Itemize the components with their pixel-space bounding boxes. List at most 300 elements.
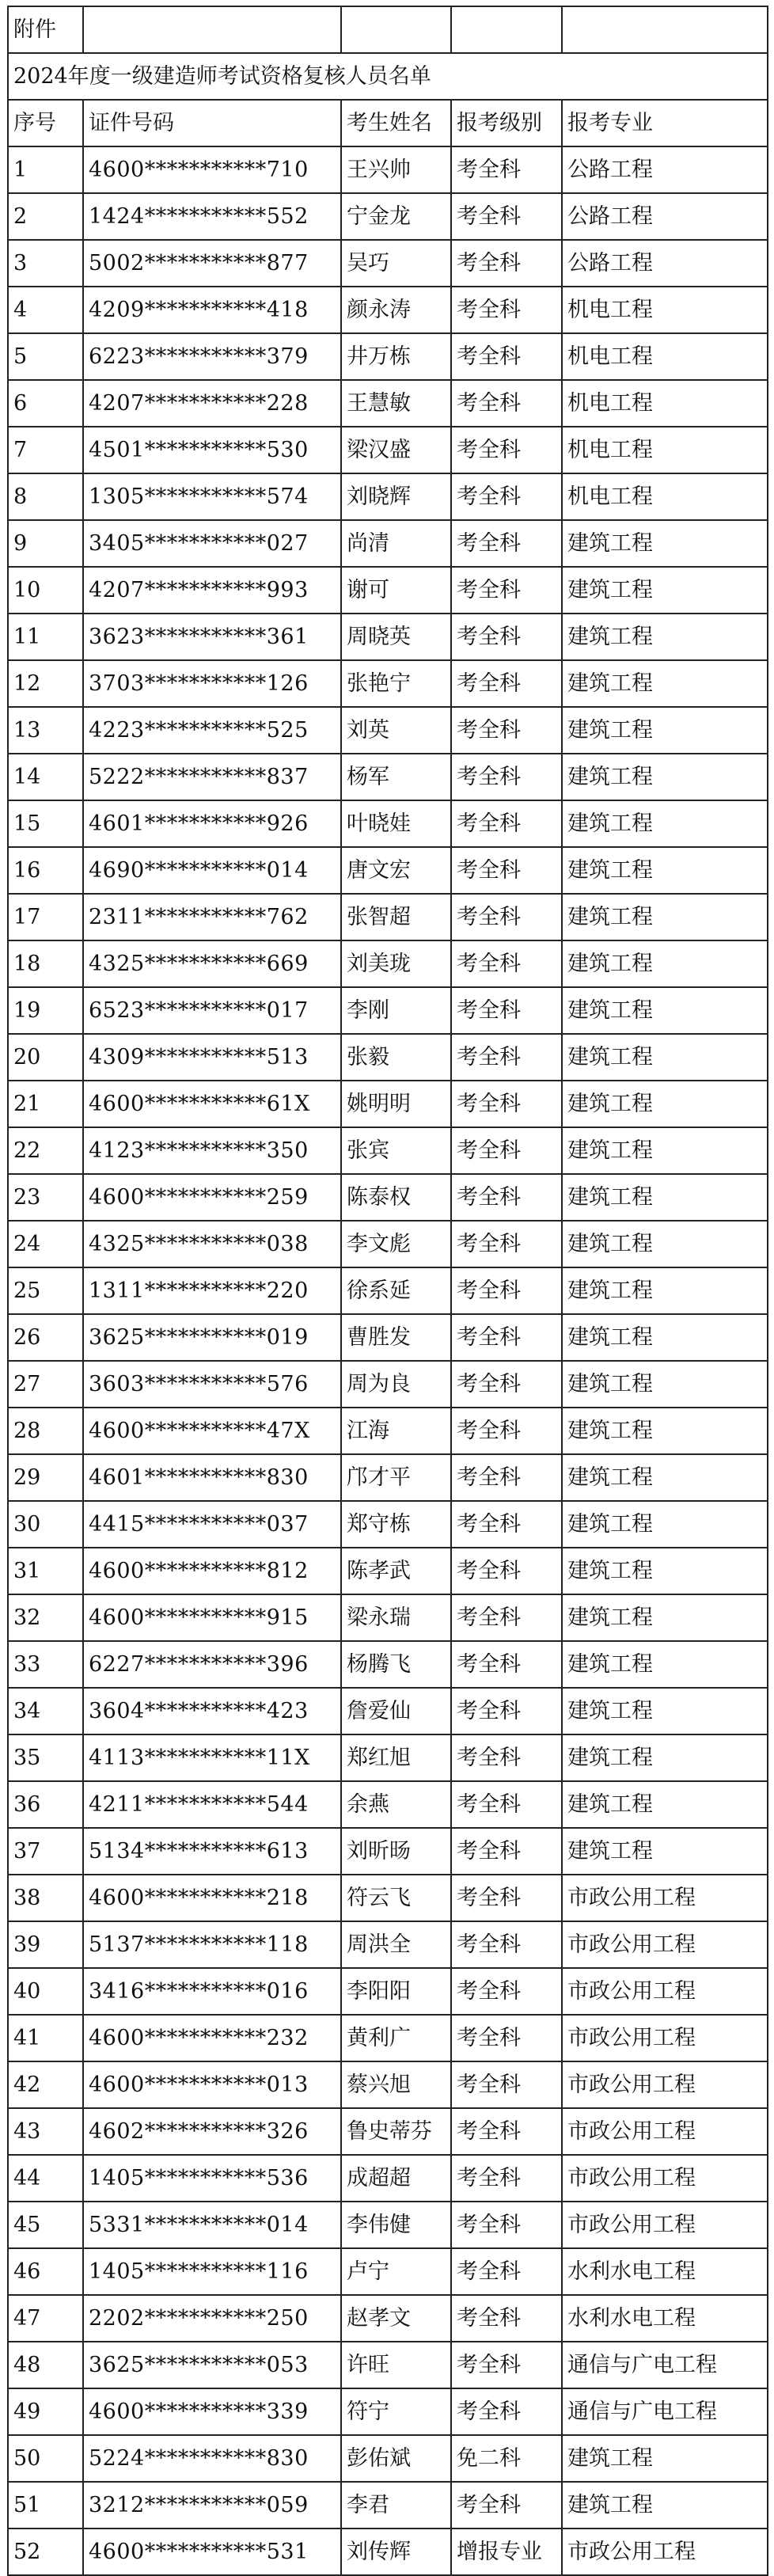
row-name: 姚明明 xyxy=(341,1081,451,1127)
roster-table xyxy=(7,6,768,2576)
table-row xyxy=(8,1734,768,1781)
row-id-number: 4690***********014 xyxy=(83,847,341,894)
row-specialty: 建筑工程 xyxy=(562,1267,768,1314)
row-specialty: 建筑工程 xyxy=(562,1548,768,1594)
row-id-number: 4223***********525 xyxy=(83,707,341,754)
row-specialty: 建筑工程 xyxy=(562,1314,768,1361)
table-row xyxy=(8,1081,768,1127)
row-id-number: 4209***********418 xyxy=(83,287,341,333)
table-row xyxy=(8,1875,768,1921)
row-id-number: 4207***********993 xyxy=(83,567,341,614)
row-level: 考全科 xyxy=(451,2202,562,2248)
table-row xyxy=(8,614,768,660)
row-index: 17 xyxy=(8,894,83,940)
row-name: 张宾 xyxy=(341,1127,451,1174)
table-row xyxy=(8,2435,768,2482)
table-row xyxy=(8,567,768,614)
row-level: 考全科 xyxy=(451,2295,562,2342)
row-name: 卢宁 xyxy=(341,2248,451,2295)
row-id-number: 4600***********232 xyxy=(83,2015,341,2061)
row-index: 38 xyxy=(8,1875,83,1921)
row-specialty: 通信与广电工程 xyxy=(562,2342,768,2388)
row-name: 许旺 xyxy=(341,2342,451,2388)
row-level: 考全科 xyxy=(451,2388,562,2435)
row-id-number: 4309***********513 xyxy=(83,1034,341,1081)
row-specialty: 市政公用工程 xyxy=(562,1921,768,1968)
row-name: 刘昕旸 xyxy=(341,1828,451,1875)
row-specialty: 建筑工程 xyxy=(562,754,768,800)
row-level: 考全科 xyxy=(451,2108,562,2155)
row-name: 尚清 xyxy=(341,520,451,567)
row-name: 谢可 xyxy=(341,567,451,614)
row-index: 30 xyxy=(8,1501,83,1548)
row-id-number: 4415***********037 xyxy=(83,1501,341,1548)
table-row xyxy=(8,2342,768,2388)
row-index: 18 xyxy=(8,940,83,987)
row-id-number: 2202***********250 xyxy=(83,2295,341,2342)
row-name: 宁金龙 xyxy=(341,193,451,240)
table-row xyxy=(8,1688,768,1734)
row-specialty: 建筑工程 xyxy=(562,1081,768,1127)
row-id-number: 4600***********531 xyxy=(83,2529,341,2575)
row-id-number: 1424***********552 xyxy=(83,193,341,240)
row-index: 46 xyxy=(8,2248,83,2295)
row-id-number: 6223***********379 xyxy=(83,333,341,380)
row-specialty: 建筑工程 xyxy=(562,1594,768,1641)
row-name: 余燕 xyxy=(341,1781,451,1828)
row-level: 考全科 xyxy=(451,1875,562,1921)
row-id-number: 4207***********228 xyxy=(83,380,341,427)
row-id-number: 4325***********038 xyxy=(83,1221,341,1267)
row-specialty: 建筑工程 xyxy=(562,1361,768,1408)
row-id-number: 3604***********423 xyxy=(83,1688,341,1734)
row-index: 35 xyxy=(8,1734,83,1781)
row-id-number: 4600***********710 xyxy=(83,146,341,193)
row-index: 47 xyxy=(8,2295,83,2342)
row-name: 李伟健 xyxy=(341,2202,451,2248)
row-specialty: 建筑工程 xyxy=(562,1781,768,1828)
row-name: 李君 xyxy=(341,2482,451,2529)
row-name: 王兴帅 xyxy=(341,146,451,193)
row-index: 10 xyxy=(8,567,83,614)
row-index: 2 xyxy=(8,193,83,240)
document-title: 2024年度一级建造师考试资格复核人员名单 xyxy=(8,53,768,100)
row-index: 40 xyxy=(8,1968,83,2015)
row-id-number: 4600***********61X xyxy=(83,1081,341,1127)
row-specialty: 建筑工程 xyxy=(562,894,768,940)
table-row xyxy=(8,1594,768,1641)
row-name: 张毅 xyxy=(341,1034,451,1081)
row-index: 43 xyxy=(8,2108,83,2155)
row-id-number: 4325***********669 xyxy=(83,940,341,987)
row-id-number: 4600***********915 xyxy=(83,1594,341,1641)
row-name: 梁永瑞 xyxy=(341,1594,451,1641)
row-level: 考全科 xyxy=(451,1081,562,1127)
row-index: 34 xyxy=(8,1688,83,1734)
row-level: 考全科 xyxy=(451,473,562,520)
row-specialty: 建筑工程 xyxy=(562,1174,768,1221)
table-row xyxy=(8,987,768,1034)
row-id-number: 1405***********536 xyxy=(83,2155,341,2202)
row-id-number: 2311***********762 xyxy=(83,894,341,940)
row-index: 37 xyxy=(8,1828,83,1875)
row-name: 杨军 xyxy=(341,754,451,800)
row-id-number: 4601***********926 xyxy=(83,800,341,847)
row-index: 29 xyxy=(8,1454,83,1501)
row-name: 鲁史蒂芬 xyxy=(341,2108,451,2155)
table-row xyxy=(8,894,768,940)
table-row xyxy=(8,193,768,240)
row-name: 赵孝文 xyxy=(341,2295,451,2342)
row-id-number: 4601***********830 xyxy=(83,1454,341,1501)
table-row xyxy=(8,2202,768,2248)
row-specialty: 建筑工程 xyxy=(562,1641,768,1688)
row-index: 41 xyxy=(8,2015,83,2061)
attachment-label: 附件 xyxy=(8,6,83,53)
row-name: 杨腾飞 xyxy=(341,1641,451,1688)
table-row xyxy=(8,660,768,707)
row-id-number: 5224***********830 xyxy=(83,2435,341,2482)
row-level: 考全科 xyxy=(451,2482,562,2529)
row-id-number: 1311***********220 xyxy=(83,1267,341,1314)
table-row xyxy=(8,2388,768,2435)
row-level: 考全科 xyxy=(451,1594,562,1641)
row-specialty: 建筑工程 xyxy=(562,1454,768,1501)
row-name: 符宁 xyxy=(341,2388,451,2435)
row-specialty: 水利水电工程 xyxy=(562,2295,768,2342)
header-name: 考生姓名 xyxy=(341,100,451,146)
row-id-number: 5137***********118 xyxy=(83,1921,341,1968)
row-level: 考全科 xyxy=(451,800,562,847)
row-specialty: 市政公用工程 xyxy=(562,2202,768,2248)
row-name: 徐系延 xyxy=(341,1267,451,1314)
row-id-number: 3703***********126 xyxy=(83,660,341,707)
row-index: 48 xyxy=(8,2342,83,2388)
row-level: 考全科 xyxy=(451,1501,562,1548)
row-name: 井万栋 xyxy=(341,333,451,380)
row-id-number: 3625***********019 xyxy=(83,1314,341,1361)
row-index: 32 xyxy=(8,1594,83,1641)
row-specialty: 市政公用工程 xyxy=(562,2061,768,2108)
header-level: 报考级别 xyxy=(451,100,562,146)
table-row xyxy=(8,333,768,380)
row-id-number: 4602***********326 xyxy=(83,2108,341,2155)
table-row xyxy=(8,1828,768,1875)
row-specialty: 建筑工程 xyxy=(562,800,768,847)
row-specialty: 水利水电工程 xyxy=(562,2248,768,2295)
row-index: 52 xyxy=(8,2529,83,2575)
row-level: 考全科 xyxy=(451,1921,562,1968)
row-level: 考全科 xyxy=(451,1408,562,1454)
row-specialty: 建筑工程 xyxy=(562,1127,768,1174)
row-index: 9 xyxy=(8,520,83,567)
empty-cell xyxy=(562,6,768,53)
row-specialty: 建筑工程 xyxy=(562,707,768,754)
row-id-number: 4600***********812 xyxy=(83,1548,341,1594)
row-specialty: 建筑工程 xyxy=(562,520,768,567)
row-id-number: 3405***********027 xyxy=(83,520,341,567)
row-level: 考全科 xyxy=(451,1267,562,1314)
row-specialty: 建筑工程 xyxy=(562,1408,768,1454)
header-specialty: 报考专业 xyxy=(562,100,768,146)
row-specialty: 市政公用工程 xyxy=(562,1968,768,2015)
row-specialty: 建筑工程 xyxy=(562,1734,768,1781)
row-index: 51 xyxy=(8,2482,83,2529)
row-name: 郑红旭 xyxy=(341,1734,451,1781)
row-level: 考全科 xyxy=(451,427,562,473)
row-index: 26 xyxy=(8,1314,83,1361)
row-index: 33 xyxy=(8,1641,83,1688)
header-id-number: 证件号码 xyxy=(83,100,341,146)
row-specialty: 市政公用工程 xyxy=(562,2015,768,2061)
row-name: 叶晓娃 xyxy=(341,800,451,847)
row-specialty: 机电工程 xyxy=(562,380,768,427)
row-name: 周晓英 xyxy=(341,614,451,660)
row-id-number: 3603***********576 xyxy=(83,1361,341,1408)
row-name: 唐文宏 xyxy=(341,847,451,894)
row-specialty: 公路工程 xyxy=(562,240,768,287)
row-specialty: 建筑工程 xyxy=(562,660,768,707)
row-id-number: 4600***********47X xyxy=(83,1408,341,1454)
table-row xyxy=(8,800,768,847)
table-row xyxy=(8,1267,768,1314)
table-row xyxy=(8,1174,768,1221)
row-index: 49 xyxy=(8,2388,83,2435)
row-name: 符云飞 xyxy=(341,1875,451,1921)
row-level: 免二科 xyxy=(451,2435,562,2482)
table-row xyxy=(8,1501,768,1548)
row-specialty: 建筑工程 xyxy=(562,614,768,660)
row-index: 8 xyxy=(8,473,83,520)
table-row xyxy=(8,2108,768,2155)
row-index: 3 xyxy=(8,240,83,287)
row-level: 考全科 xyxy=(451,894,562,940)
row-name: 陈孝武 xyxy=(341,1548,451,1594)
row-name: 刘美珑 xyxy=(341,940,451,987)
row-id-number: 3623***********361 xyxy=(83,614,341,660)
table-row xyxy=(8,847,768,894)
row-index: 14 xyxy=(8,754,83,800)
row-level: 考全科 xyxy=(451,287,562,333)
table-row xyxy=(8,1221,768,1267)
row-level: 考全科 xyxy=(451,1034,562,1081)
row-specialty: 机电工程 xyxy=(562,333,768,380)
row-specialty: 建筑工程 xyxy=(562,2482,768,2529)
row-level: 考全科 xyxy=(451,2061,562,2108)
row-level: 考全科 xyxy=(451,520,562,567)
row-index: 36 xyxy=(8,1781,83,1828)
table-row xyxy=(8,1314,768,1361)
row-level: 考全科 xyxy=(451,240,562,287)
table-row xyxy=(8,2248,768,2295)
row-id-number: 4211***********544 xyxy=(83,1781,341,1828)
row-index: 20 xyxy=(8,1034,83,1081)
row-specialty: 建筑工程 xyxy=(562,1688,768,1734)
row-level: 考全科 xyxy=(451,1828,562,1875)
row-index: 24 xyxy=(8,1221,83,1267)
row-level: 考全科 xyxy=(451,754,562,800)
row-specialty: 建筑工程 xyxy=(562,1034,768,1081)
row-level: 考全科 xyxy=(451,1127,562,1174)
row-index: 23 xyxy=(8,1174,83,1221)
row-name: 詹爱仙 xyxy=(341,1688,451,1734)
table-row xyxy=(8,707,768,754)
row-id-number: 3416***********016 xyxy=(83,1968,341,2015)
row-index: 44 xyxy=(8,2155,83,2202)
table-row xyxy=(8,146,768,193)
row-index: 31 xyxy=(8,1548,83,1594)
row-level: 考全科 xyxy=(451,1688,562,1734)
table-row xyxy=(8,2295,768,2342)
row-index: 27 xyxy=(8,1361,83,1408)
row-specialty: 公路工程 xyxy=(562,193,768,240)
row-id-number: 6227***********396 xyxy=(83,1641,341,1688)
row-specialty: 市政公用工程 xyxy=(562,2155,768,2202)
row-name: 周为良 xyxy=(341,1361,451,1408)
row-specialty: 公路工程 xyxy=(562,146,768,193)
row-id-number: 3212***********059 xyxy=(83,2482,341,2529)
row-name: 刘晓辉 xyxy=(341,473,451,520)
row-level: 考全科 xyxy=(451,2342,562,2388)
row-level: 考全科 xyxy=(451,1734,562,1781)
row-name: 江海 xyxy=(341,1408,451,1454)
table-row xyxy=(8,1361,768,1408)
row-name: 蔡兴旭 xyxy=(341,2061,451,2108)
row-level: 考全科 xyxy=(451,1968,562,2015)
row-id-number: 4600***********013 xyxy=(83,2061,341,2108)
table-row xyxy=(8,2061,768,2108)
table-row xyxy=(8,2482,768,2529)
row-id-number: 4600***********339 xyxy=(83,2388,341,2435)
empty-cell xyxy=(451,6,562,53)
row-id-number: 1405***********116 xyxy=(83,2248,341,2295)
row-id-number: 3625***********053 xyxy=(83,2342,341,2388)
row-id-number: 4600***********218 xyxy=(83,1875,341,1921)
table-row xyxy=(8,2155,768,2202)
row-name: 颜永涛 xyxy=(341,287,451,333)
row-name: 刘传辉 xyxy=(341,2529,451,2575)
table-row xyxy=(8,520,768,567)
table-row xyxy=(8,1968,768,2015)
table-row xyxy=(8,287,768,333)
table-row xyxy=(8,1034,768,1081)
row-id-number: 5222***********837 xyxy=(83,754,341,800)
row-specialty: 建筑工程 xyxy=(562,847,768,894)
row-specialty: 市政公用工程 xyxy=(562,2108,768,2155)
title-row xyxy=(8,53,768,100)
row-name: 梁汉盛 xyxy=(341,427,451,473)
row-level: 考全科 xyxy=(451,567,562,614)
table-row xyxy=(8,940,768,987)
row-level: 考全科 xyxy=(451,193,562,240)
row-level: 考全科 xyxy=(451,1548,562,1594)
row-index: 15 xyxy=(8,800,83,847)
row-id-number: 4600***********259 xyxy=(83,1174,341,1221)
row-index: 4 xyxy=(8,287,83,333)
row-level: 考全科 xyxy=(451,940,562,987)
table-row xyxy=(8,240,768,287)
table-row xyxy=(8,2529,768,2575)
row-index: 50 xyxy=(8,2435,83,2482)
row-name: 刘英 xyxy=(341,707,451,754)
row-specialty: 市政公用工程 xyxy=(562,1875,768,1921)
row-name: 彭佑斌 xyxy=(341,2435,451,2482)
row-index: 22 xyxy=(8,1127,83,1174)
table-row xyxy=(8,2015,768,2061)
row-name: 邝才平 xyxy=(341,1454,451,1501)
row-level: 考全科 xyxy=(451,847,562,894)
empty-cell xyxy=(83,6,341,53)
row-specialty: 建筑工程 xyxy=(562,987,768,1034)
table-row xyxy=(8,754,768,800)
row-id-number: 4501***********530 xyxy=(83,427,341,473)
row-name: 周洪全 xyxy=(341,1921,451,1968)
row-index: 7 xyxy=(8,427,83,473)
row-index: 25 xyxy=(8,1267,83,1314)
row-id-number: 5331***********014 xyxy=(83,2202,341,2248)
row-level: 考全科 xyxy=(451,1781,562,1828)
row-specialty: 建筑工程 xyxy=(562,1221,768,1267)
row-level: 考全科 xyxy=(451,1361,562,1408)
row-level: 增报专业 xyxy=(451,2529,562,2575)
row-index: 39 xyxy=(8,1921,83,1968)
row-index: 19 xyxy=(8,987,83,1034)
row-index: 28 xyxy=(8,1408,83,1454)
row-specialty: 机电工程 xyxy=(562,427,768,473)
row-index: 16 xyxy=(8,847,83,894)
row-index: 12 xyxy=(8,660,83,707)
row-level: 考全科 xyxy=(451,660,562,707)
row-specialty: 机电工程 xyxy=(562,287,768,333)
row-specialty: 建筑工程 xyxy=(562,940,768,987)
row-level: 考全科 xyxy=(451,1641,562,1688)
row-name: 王慧敏 xyxy=(341,380,451,427)
row-index: 5 xyxy=(8,333,83,380)
row-id-number: 6523***********017 xyxy=(83,987,341,1034)
table-row xyxy=(8,1454,768,1501)
row-name: 曹胜发 xyxy=(341,1314,451,1361)
row-level: 考全科 xyxy=(451,380,562,427)
row-id-number: 4123***********350 xyxy=(83,1127,341,1174)
row-level: 考全科 xyxy=(451,2155,562,2202)
row-specialty: 通信与广电工程 xyxy=(562,2388,768,2435)
row-name: 李阳阳 xyxy=(341,1968,451,2015)
header-index: 序号 xyxy=(8,100,83,146)
empty-cell xyxy=(341,6,451,53)
row-id-number: 5002***********877 xyxy=(83,240,341,287)
table-row xyxy=(8,473,768,520)
attachment-row xyxy=(8,6,768,53)
table-row xyxy=(8,1408,768,1454)
row-name: 张智超 xyxy=(341,894,451,940)
row-name: 陈泰权 xyxy=(341,1174,451,1221)
table-row xyxy=(8,1781,768,1828)
row-name: 郑守栋 xyxy=(341,1501,451,1548)
row-index: 45 xyxy=(8,2202,83,2248)
table-row xyxy=(8,380,768,427)
row-level: 考全科 xyxy=(451,146,562,193)
row-index: 6 xyxy=(8,380,83,427)
table-row xyxy=(8,427,768,473)
roster-body xyxy=(8,6,768,2575)
row-name: 李刚 xyxy=(341,987,451,1034)
table-row xyxy=(8,1921,768,1968)
row-level: 考全科 xyxy=(451,2248,562,2295)
table-row xyxy=(8,1127,768,1174)
row-index: 13 xyxy=(8,707,83,754)
row-id-number: 5134***********613 xyxy=(83,1828,341,1875)
row-specialty: 机电工程 xyxy=(562,473,768,520)
